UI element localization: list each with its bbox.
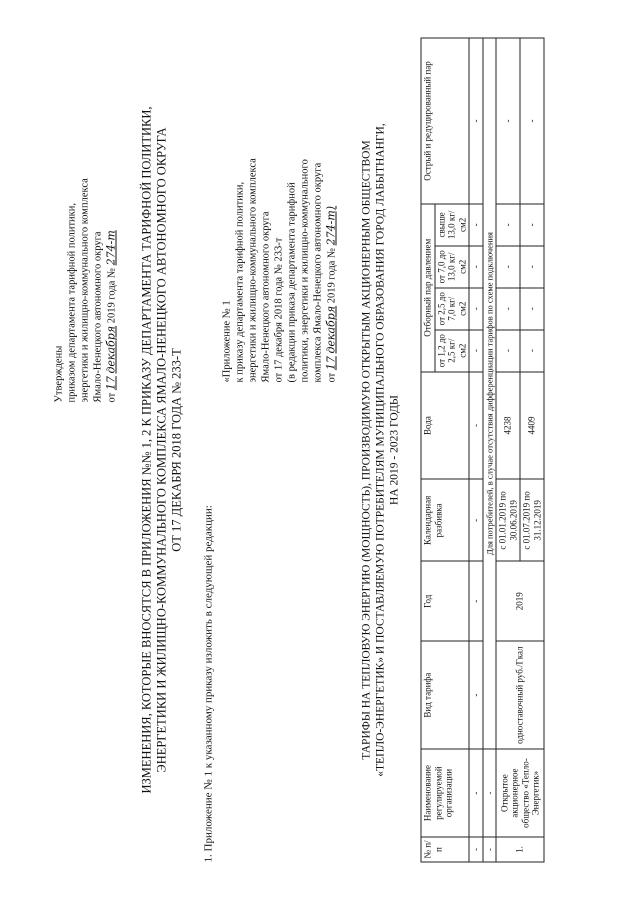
- table-cell: -: [496, 204, 520, 246]
- annex-line: Ямало-Ненецкого автономного округа: [260, 211, 272, 383]
- table-cell: одноставочный руб./Гкал: [496, 641, 544, 749]
- table-cell: -: [469, 246, 483, 288]
- table-cell: -: [469, 372, 483, 480]
- annex-line: к приказу департамента тарифной политики,: [234, 181, 246, 383]
- table-note-row: [483, 38, 497, 862]
- header-steam-col: от 7,0 до 13,0 кг/см2: [435, 246, 470, 288]
- table-cell: -: [483, 749, 497, 837]
- table-header-row: [421, 38, 435, 862]
- approval-number: 274-т: [104, 230, 118, 266]
- table-note-cell: Для потребителей, в случае отсутствия дифференциации тарифов по схеме подключения: [483, 38, 497, 749]
- table-cell: 4409: [520, 372, 544, 480]
- annex-number: 274-т): [324, 205, 338, 246]
- annex-line: «Приложение № 1: [221, 300, 233, 383]
- table-cell: -: [469, 479, 483, 561]
- header-steam-col: свыше 13,0 кг/см2: [435, 204, 470, 246]
- table-cell: -: [469, 641, 483, 749]
- title-line: ОТ 17 ДЕКАБРЯ 2018 ГОДА № 233-Т: [169, 348, 184, 552]
- header-type: Вид тарифа: [421, 641, 469, 749]
- table-cell: -: [496, 38, 520, 204]
- table-cell: -: [496, 288, 520, 330]
- header-steam-col: от 2,5 до 7,0 кг/см2: [435, 288, 470, 330]
- table-cell: 1.: [496, 837, 544, 862]
- approval-line: Ямало-Ненецкого автономного округа: [92, 231, 104, 403]
- table-cell: -: [520, 246, 544, 288]
- tariff-title-line: «ТЕПЛО-ЭНЕРГЕТИК» И ПОСТАВЛЯЕМУЮ ПОТРЕБИТЕЛЯМ МУНИЦИПАЛЬНОГО ОБРАЗОВАНИЯ ГОРОД ЛАБЫТНАНГИ,: [374, 123, 387, 777]
- table-cell: -: [520, 330, 544, 372]
- approval-date-line: [105, 83, 119, 403]
- table-cell: с 01.01.2019 по 30.06.2019: [496, 479, 520, 561]
- tariff-title: [360, 38, 402, 863]
- approval-line: энергетики и жилищно-коммунального комплекса: [79, 178, 91, 403]
- table-cell: -: [469, 204, 483, 246]
- title-line: ИЗМЕНЕНИЯ, КОТОРЫЕ ВНОСЯТСЯ В ПРИЛОЖЕНИЯ №№ 1, 2 К ПРИКАЗУ ДЕПАРТАМЕНТА ТАРИФНОЙ ПОЛИТИКИ,: [139, 106, 154, 794]
- table-cell: Открытое акционерное общество «Тепло-Энергетик»: [496, 749, 544, 837]
- document-title: [140, 38, 185, 863]
- table-cell: -: [520, 288, 544, 330]
- table-cell: -: [496, 330, 520, 372]
- annex-line: (в редакции приказа департамента тарифной: [286, 182, 298, 383]
- approval-stamp: [53, 83, 119, 403]
- header-year: Год: [421, 561, 469, 641]
- header-num: № п/п: [421, 837, 469, 862]
- annex-date-day: 17: [324, 356, 338, 371]
- annex-line: комплекса Ямало-Ненецкого автономного округа: [312, 162, 324, 383]
- approval-date-month: декабря: [104, 325, 118, 374]
- tariff-title-line: НА 2019 - 2023 ГОДЫ: [388, 395, 401, 505]
- clause-text: 1. Приложение № 1 к указанному приказу изложить в следующей редакции:: [202, 505, 215, 863]
- table-cell: -: [469, 330, 483, 372]
- table-cell: -: [496, 246, 520, 288]
- table-row: [469, 38, 483, 862]
- table-row: [496, 38, 520, 862]
- header-steam-group: Отборный пар давлением: [421, 204, 435, 372]
- table-cell: -: [469, 837, 483, 862]
- annex-date-month: декабря: [324, 305, 338, 354]
- annex-line: энергетики и жилищно-коммунального комплекса: [247, 158, 259, 383]
- document-page: [3, 0, 640, 903]
- table-cell: -: [520, 38, 544, 204]
- title-line: ЭНЕРГЕТИКИ И ЖИЛИЩНО-КОММУНАЛЬНОГО КОМПЛЕКСА ЯМАЛО-НЕНЕЦКОГО АВТОНОМНОГО ОКРУГА: [154, 127, 169, 773]
- table-cell: -: [469, 38, 483, 204]
- tariff-title-line: ТАРИФЫ НА ТЕПЛОВУЮ ЭНЕРГИЮ (МОЩНОСТЬ), ПРОИЗВОДИМУЮ ОТКРЫТЫМ АКЦИОНЕРНЫМ ОБЩЕСТВОМ: [360, 140, 373, 760]
- table-cell: 4238: [496, 372, 520, 480]
- table-cell: -: [469, 749, 483, 837]
- table-cell: с 01.07.2019 по 31.12.2019: [520, 479, 544, 561]
- table-cell: -: [469, 288, 483, 330]
- header-org: Наименование регулируемой организации: [421, 749, 469, 837]
- table-cell: 2019: [496, 561, 544, 641]
- annex-header: [221, 43, 339, 383]
- annex-date-prefix: от: [326, 372, 338, 383]
- approval-date-day: 17: [104, 376, 118, 391]
- annex-line: от 17 декабря 2018 года № 233-т: [273, 237, 285, 383]
- table-cell: -: [520, 204, 544, 246]
- header-steam-col: от 1,2 до 2,5 кг/см2: [435, 330, 470, 372]
- annex-date-year: 2019 года №: [326, 248, 338, 304]
- approval-date-year: 2019 года №: [106, 268, 118, 324]
- approval-date-prefix: от: [106, 392, 118, 403]
- table-cell: -: [469, 561, 483, 641]
- annex-date-line: [325, 43, 339, 383]
- annex-line: политики, энергетики и жилищно-коммунального: [299, 159, 311, 383]
- tariff-table: [421, 38, 545, 863]
- header-water: Вода: [421, 372, 469, 480]
- header-period: Календарная разбивка: [421, 479, 469, 561]
- approval-line: приказом департамента тарифной политики,: [66, 203, 78, 403]
- table-cell: -: [483, 837, 497, 862]
- approval-line: Утверждены: [53, 345, 65, 403]
- header-sharp-steam: Острый и редуцированный пар: [421, 38, 469, 204]
